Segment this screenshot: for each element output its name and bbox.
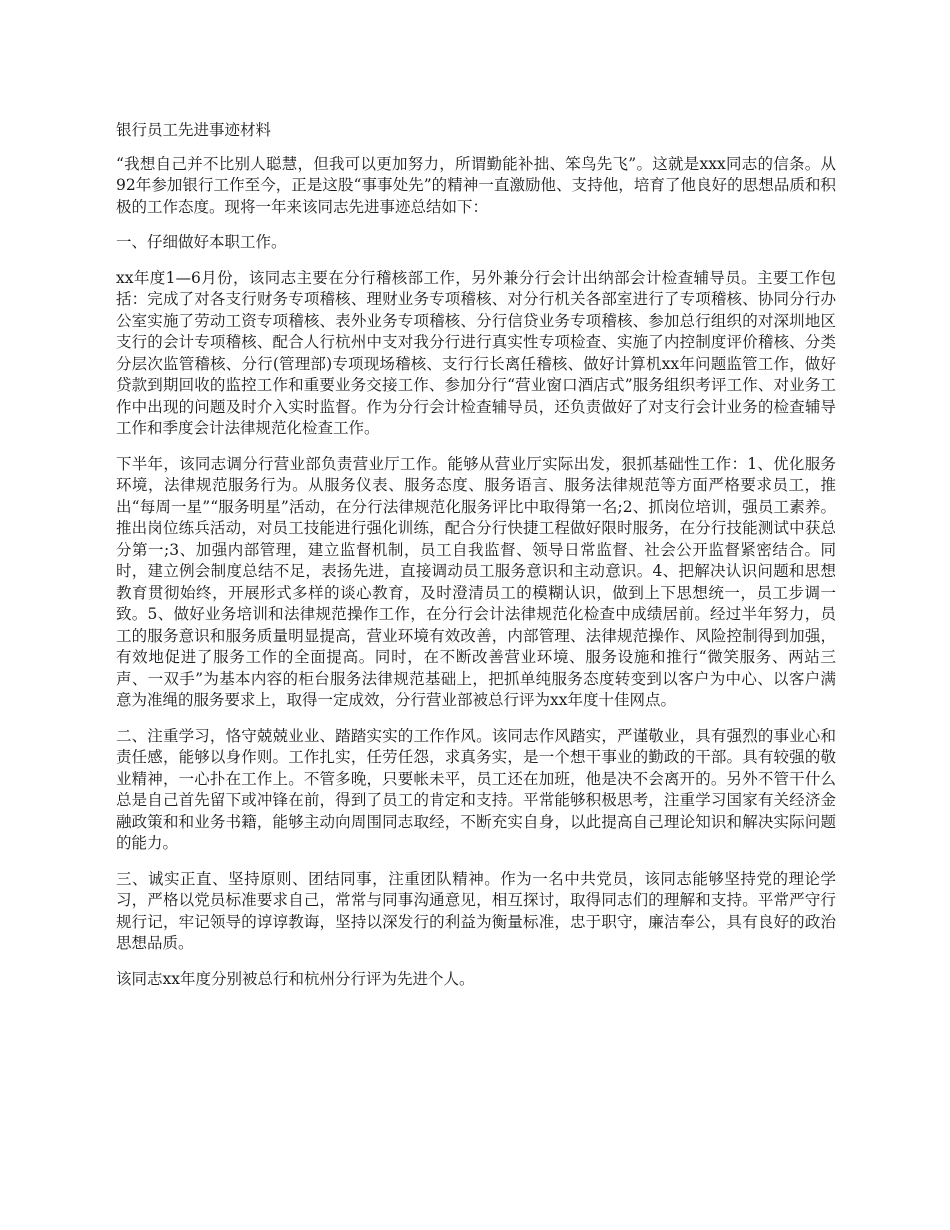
section-heading-1: 一、仔细做好本职工作。 bbox=[116, 233, 287, 251]
paragraph-second-half-year: 下半年，该同志调分行营业部负责营业厅工作。能够从营业厅实际出发，狠抓基础性工作：1、优化服务环境，法律规范服务行为。从服务仪表、服务态度、服务语言、服务法律规范等方面严格要求员工，推出“每周一星”“服务明星”活动，在分行法律规范化服务评比中取得第一名;2、抓岗位培训，强员工素养。推出岗位练兵活动，对员工技能进行强化训练，配合分行快捷工程做好限时服务，在分行技能测试中获总分第一;3、加强内部管理，建立监督机制，员工自我监督、领导日常监督、社会公开监督紧密结合。同时，建立例会制度总结不足，表扬先进，直接调动员工服务意识和主动意识。4、把解决认识问题和思想教育贯彻始终，开展形式多样的谈心教育，及时澄清员工的模糊认识，做到上下思想统一，员工步调一致。5、做好业务培训和法律规范操作工作，在分行会计法律规范化检查中成绩居前。经过半年努力，员工的服务意识和服务质量明显提高，营业环境有效改善，内部管理、法律规范操作、风险控制得到加强，有效地促进了服务工作的全面提高。同时，在不断改善营业环境、服务设施和推行“微笑服务、两站三声、一双手”为基本内容的柜台服务法律规范基础上，把抓单纯服务态度转变到以客户为中心、以客户满意为准绳的服务要求上，取得一定成效，分行营业部被总行评为xx年度十佳网点。 bbox=[116, 454, 836, 709]
paragraph-integrity-and-teamwork: 三、诚实正直、坚持原则、团结同事，注重团队精神。作为一名中共党员，该同志能够坚持党的理论学习，严格以党员标准要求自己，常常与同事沟通意见，相互探讨，取得同志们的理解和支持。平常严守行规行记，牢记领导的谆谆教诲，坚持以深发行的利益为衡量标准，忠于职守，廉洁奉公，具有良好的政治思想品质。 bbox=[116, 869, 836, 952]
document-title: 银行员工先进事迹材料 bbox=[116, 121, 272, 139]
paragraph-first-half-year: xx年度1—6月份，该同志主要在分行稽核部工作，另外兼分行会计出纳部会计检查辅导员。主要工作包括：完成了对各支行财务专项稽核、理财业务专项稽核、对分行机关各部室进行了专项稽核、协同分行办公室实施了劳动工资专项稽核、表外业务专项稽核、分行信贷业务专项稽核、参加总行组织的对深圳地区支行的会计专项稽核、配合人行杭州中支对我分行进行真实性专项检查、实施了内控制度评价稽核、分类分层次监管稽核、分行(管理部)专项现场稽核、支行行长离任稽核、做好计算机xx年问题监管工作，做好贷款到期回收的监控工作和重要业务交接工作、参加分行“营业窗口酒店式”服务组织考评工作、对业务工作中出现的问题及时介入实时监督。作为分行会计检查辅导员，还负责做好了对支行会计业务的检查辅导工作和季度会计法律规范化检查工作。 bbox=[116, 268, 836, 437]
document-page bbox=[116, 120, 836, 1004]
paragraph-intro: “我想自己并不比别人聪慧，但我可以更加努力，所谓勤能补拙、笨鸟先飞”。这就是xxx同志的信条。从92年参加银行工作至今，正是这股“事事处先”的精神一直激励他、支持他，培育了他良好的思想品质和积极的工作态度。现将一年来该同志先进事迹总结如下： bbox=[116, 154, 836, 216]
paragraph-award: 该同志xx年度分别被总行和杭州分行评为先进个人。 bbox=[116, 969, 475, 988]
paragraph-study-and-work-style: 二、注重学习，恪守兢兢业业、踏踏实实的工作作风。该同志作风踏实，严谨敬业，具有强烈的事业心和责任感，能够以身作则。工作扎实，任劳任怨，求真务实，是一个想干事业的勤政的干部。具有较强的敬业精神，一心扑在工作上。不管多晚，只要帐未平，员工还在加班，他是决不会离开的。另外不管干什么总是自己首先留下或冲锋在前，得到了员工的肯定和支持。平常能够积极思考，注重学习国家有关经济金融政策和和业务书籍，能够主动向周围同志取经，不断充实自身，以此提高自己理论知识和解决实际问题的能力。 bbox=[116, 726, 836, 852]
